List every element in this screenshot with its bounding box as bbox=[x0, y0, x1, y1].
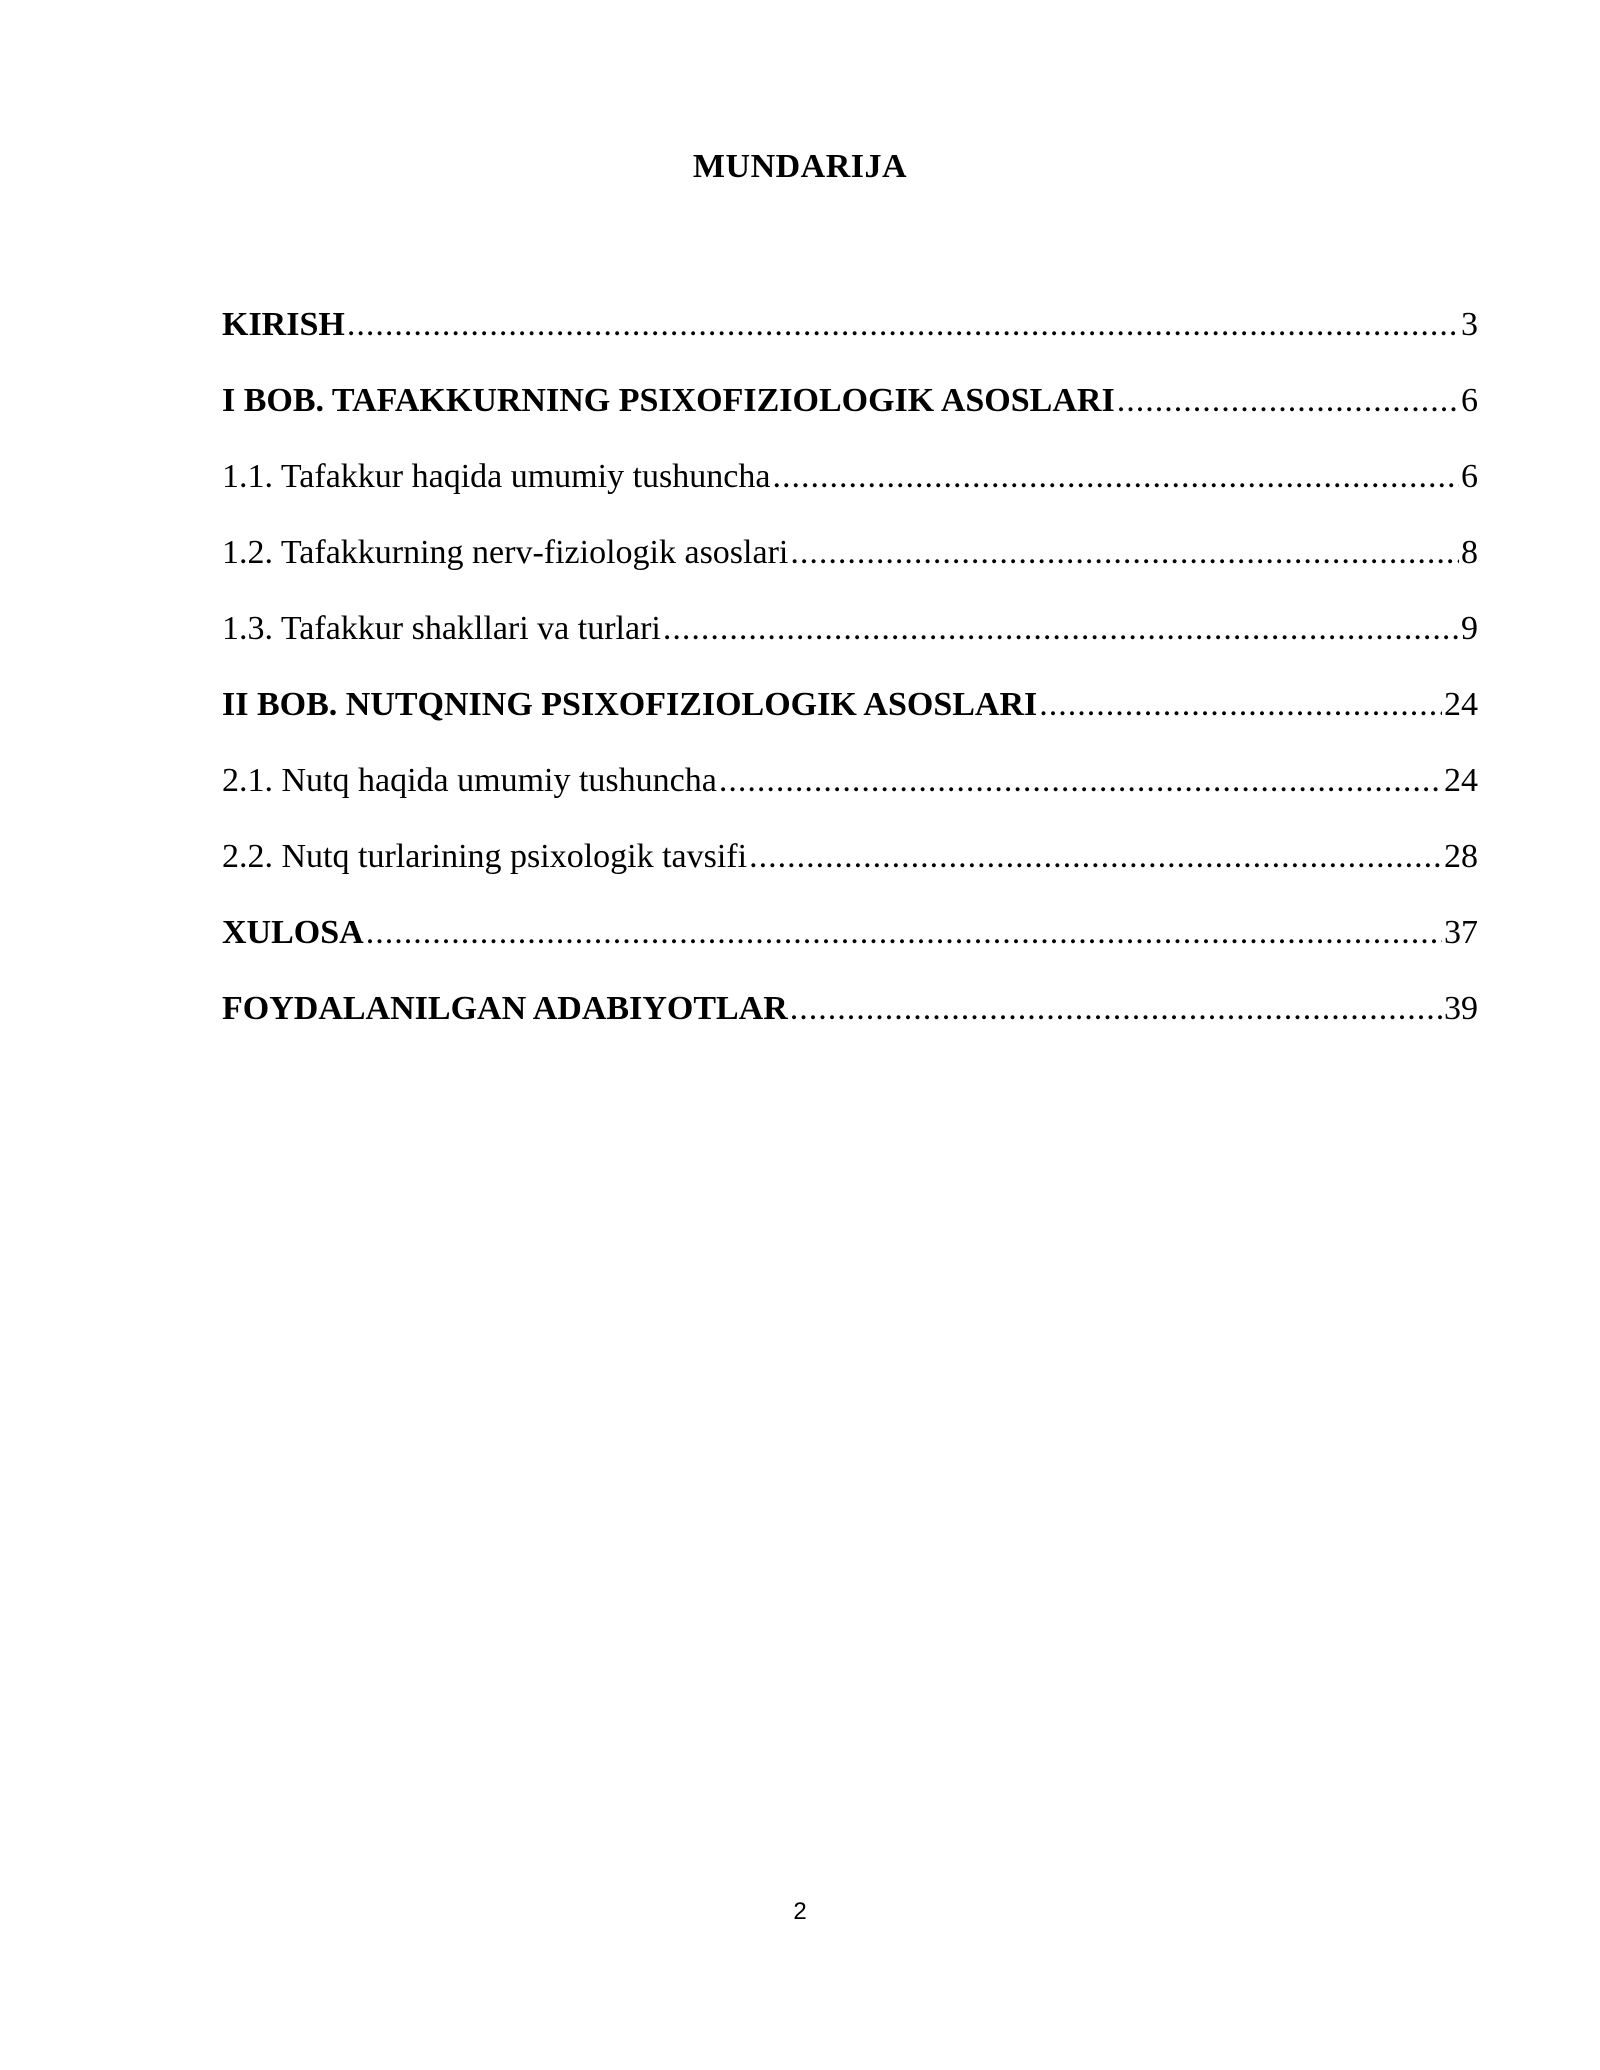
toc-entry-section-1-3[interactable] bbox=[222, 609, 1478, 649]
toc-entry-label: 1.3. Tafakkur shakllari va turlari bbox=[222, 610, 661, 647]
toc-entry-section-2-2[interactable] bbox=[222, 837, 1478, 877]
dot-leader bbox=[790, 989, 1442, 1029]
page-number: 2 bbox=[793, 1898, 807, 1925]
toc-entry-kirish[interactable] bbox=[222, 305, 1478, 345]
toc-entry-chapter-2[interactable] bbox=[222, 685, 1478, 725]
toc-entry-page: 24 bbox=[1444, 686, 1478, 723]
toc-entry-section-2-1[interactable] bbox=[222, 761, 1478, 801]
dot-leader bbox=[347, 305, 1459, 345]
toc-entry-label: I BOB. TAFAKKURNING PSIXOFIZIOLOGIK ASOSLARI bbox=[222, 382, 1115, 419]
toc-entry-label: 2.2. Nutq turlarining psixologik tavsifi bbox=[222, 838, 748, 875]
toc-entry-page: 6 bbox=[1461, 458, 1478, 495]
toc-entry-label: 2.1. Nutq haqida umumiy tushuncha bbox=[222, 762, 717, 799]
toc-entry-xulosa[interactable] bbox=[222, 913, 1478, 953]
toc-entry-references[interactable] bbox=[222, 989, 1478, 1029]
toc-entry-page: 6 bbox=[1461, 382, 1478, 419]
toc-entry-label: II BOB. NUTQNING PSIXOFIZIOLOGIK ASOSLARI bbox=[222, 686, 1038, 723]
toc-entry-page: 9 bbox=[1461, 610, 1478, 647]
dot-leader bbox=[749, 837, 1442, 877]
page-title: MUNDARIJA bbox=[692, 148, 908, 185]
toc-entry-page: 3 bbox=[1461, 306, 1478, 343]
toc-entry-chapter-1[interactable] bbox=[222, 381, 1478, 421]
toc-entry-page: 28 bbox=[1444, 838, 1478, 875]
toc-entry-label: 1.2. Tafakkurning nerv-fiziologik asoslari bbox=[222, 534, 789, 571]
toc-entry-page: 8 bbox=[1461, 534, 1478, 571]
toc-entry-label: 1.1. Tafakkur haqida umumiy tushuncha bbox=[222, 458, 771, 495]
dot-leader bbox=[790, 533, 1459, 573]
dot-leader bbox=[663, 609, 1459, 649]
toc-entry-label: KIRISH bbox=[222, 306, 345, 343]
toc-entry-page: 24 bbox=[1444, 762, 1478, 799]
dot-leader bbox=[1117, 381, 1459, 421]
toc-entry-page: 39 bbox=[1444, 990, 1478, 1027]
toc-entry-page: 37 bbox=[1444, 914, 1478, 951]
toc-entry-label: FOYDALANILGAN ADABIYOTLAR bbox=[222, 990, 788, 1027]
dot-leader bbox=[772, 457, 1459, 497]
toc-entry-section-1-2[interactable] bbox=[222, 533, 1478, 573]
toc-entry-section-1-1[interactable] bbox=[222, 457, 1478, 497]
toc-entry-label: XULOSA bbox=[222, 914, 364, 951]
table-of-contents bbox=[222, 0, 1478, 1100]
dot-leader bbox=[1039, 685, 1442, 725]
dot-leader bbox=[719, 761, 1442, 801]
dot-leader bbox=[366, 913, 1442, 953]
